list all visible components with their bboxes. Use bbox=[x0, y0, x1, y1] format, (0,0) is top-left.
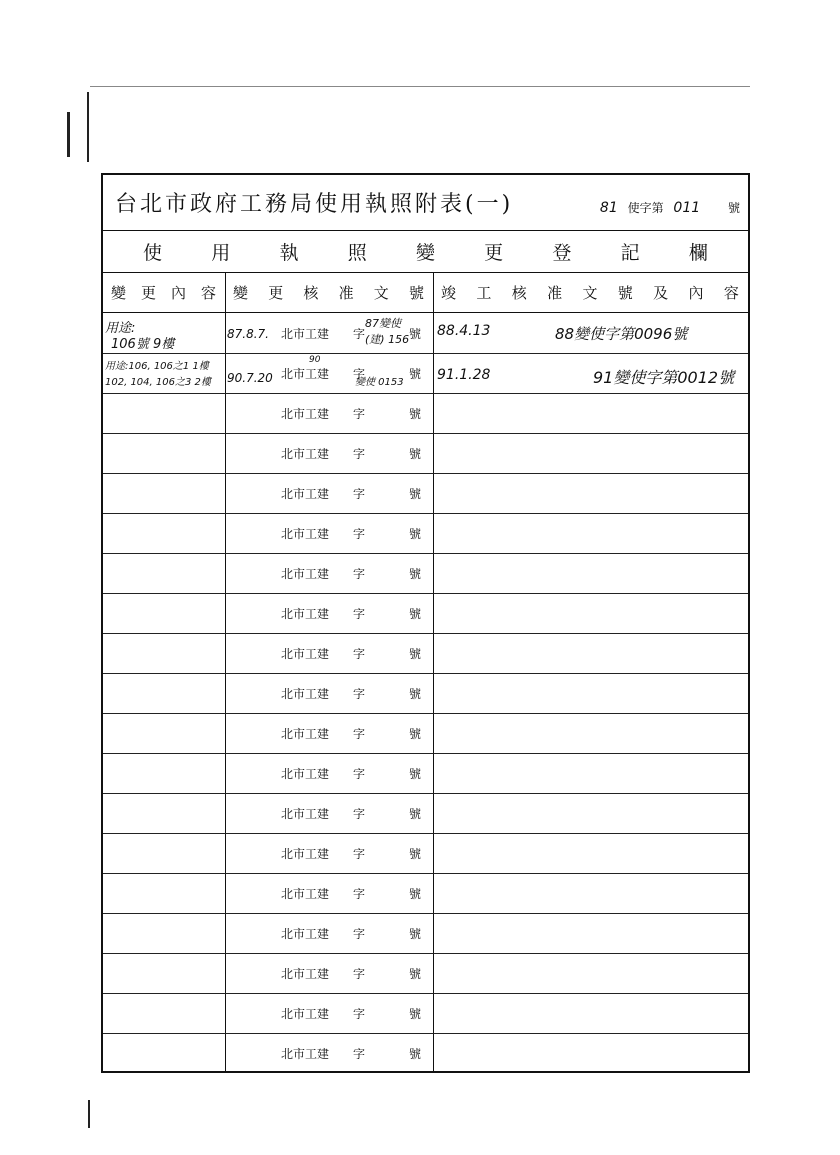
approval-zi: 字 bbox=[353, 1007, 366, 1021]
approval-prefix: 北市工建 bbox=[281, 967, 330, 981]
heading-char: 更 bbox=[484, 242, 504, 264]
approval-zi: 字 bbox=[353, 567, 366, 581]
hw-row2-date: 90.7.20 bbox=[227, 371, 273, 385]
approval-template bbox=[225, 473, 433, 513]
hw-row2-approval-ref-b: 變使 0153 bbox=[355, 377, 404, 388]
approval-prefix: 北市工建 bbox=[281, 927, 330, 941]
hw-row1-content-a: 用途: bbox=[105, 321, 136, 336]
heading-char: 記 bbox=[620, 242, 640, 264]
approval-template bbox=[225, 753, 433, 793]
col-char: 更 bbox=[140, 284, 157, 302]
approval-hao: 號 bbox=[409, 1007, 422, 1021]
approval-template bbox=[225, 833, 433, 873]
approval-template bbox=[225, 393, 433, 433]
approval-zi: 字 bbox=[353, 807, 366, 821]
approval-prefix: 北市工建 bbox=[281, 1007, 330, 1021]
approval-zi: 字 bbox=[353, 367, 366, 381]
approval-hao: 號 bbox=[409, 767, 422, 781]
approval-prefix: 北市工建 bbox=[281, 487, 330, 501]
col-char: 號 bbox=[408, 284, 425, 302]
approval-zi: 字 bbox=[353, 847, 366, 861]
hw-row1-content-b: 106號 9樓 bbox=[111, 337, 175, 352]
hw-row2-content-a: 用途:106, 106之1 1樓 bbox=[105, 361, 209, 372]
permit-attachment-sheet bbox=[101, 173, 750, 1073]
approval-prefix: 北市工建 bbox=[281, 527, 330, 541]
approval-hao: 號 bbox=[409, 807, 422, 821]
approval-prefix: 北市工建 bbox=[281, 647, 330, 661]
scan-bottom-tick bbox=[88, 1100, 90, 1128]
heading-char: 變 bbox=[415, 242, 435, 264]
col-header-approval-doc bbox=[225, 273, 433, 313]
approval-zi: 字 bbox=[353, 1047, 366, 1061]
approval-hao: 號 bbox=[409, 567, 422, 581]
heading-char: 欄 bbox=[688, 242, 708, 264]
approval-hao: 號 bbox=[409, 487, 422, 501]
approval-template bbox=[225, 953, 433, 993]
approval-template bbox=[225, 1033, 433, 1073]
permit-year: 81 bbox=[599, 200, 618, 216]
col-char: 容 bbox=[723, 284, 740, 302]
approval-template bbox=[225, 913, 433, 953]
hw-row1-completion-ref: 88變使字第0096號 bbox=[555, 325, 688, 343]
approval-hao: 號 bbox=[409, 607, 422, 621]
approval-zi: 字 bbox=[353, 607, 366, 621]
approval-template bbox=[225, 993, 433, 1033]
approval-hao: 號 bbox=[409, 887, 422, 901]
hw-row1-approval-ref-a: 87變使 bbox=[365, 317, 401, 330]
approval-template bbox=[225, 513, 433, 553]
col-char: 變 bbox=[111, 284, 128, 302]
approval-zi: 字 bbox=[353, 407, 366, 421]
approval-hao: 號 bbox=[409, 367, 422, 381]
permit-serial: 011 bbox=[673, 200, 701, 216]
approval-template bbox=[225, 633, 433, 673]
heading-char: 照 bbox=[347, 242, 367, 264]
heading-char: 使 bbox=[143, 242, 163, 264]
approval-zi: 字 bbox=[353, 927, 366, 941]
approval-zi: 字 bbox=[353, 767, 366, 781]
col-char: 竣 bbox=[441, 284, 458, 302]
col-char: 容 bbox=[200, 284, 217, 302]
col-char: 文 bbox=[582, 284, 599, 302]
col-char: 更 bbox=[268, 284, 285, 302]
approval-zi: 字 bbox=[353, 647, 366, 661]
approval-template bbox=[225, 593, 433, 633]
approval-prefix: 北市工建 bbox=[281, 327, 330, 341]
hw-row2-completion-date: 91.1.28 bbox=[437, 367, 491, 383]
approval-hao: 號 bbox=[409, 647, 422, 661]
form-title: 台北市政府工務局使用執照附表(一) bbox=[115, 192, 514, 217]
approval-hao: 號 bbox=[409, 727, 422, 741]
approval-prefix: 北市工建 bbox=[281, 887, 330, 901]
approval-prefix: 北市工建 bbox=[281, 447, 330, 461]
approval-prefix: 北市工建 bbox=[281, 567, 330, 581]
permit-type-label: 使字第 bbox=[627, 201, 664, 215]
col-char: 核 bbox=[511, 284, 528, 302]
col-char: 及 bbox=[653, 284, 670, 302]
approval-hao: 號 bbox=[409, 527, 422, 541]
approval-zi: 字 bbox=[353, 527, 366, 541]
col-char: 號 bbox=[617, 284, 634, 302]
approval-template bbox=[225, 673, 433, 713]
title-row bbox=[103, 175, 748, 231]
approval-template bbox=[225, 553, 433, 593]
approval-template bbox=[225, 433, 433, 473]
col-char: 變 bbox=[233, 284, 250, 302]
approval-prefix: 北市工建 bbox=[281, 807, 330, 821]
hw-row2-content-b: 102, 104, 106之3 2樓 bbox=[105, 377, 211, 388]
col-char: 核 bbox=[303, 284, 320, 302]
approval-hao: 號 bbox=[409, 847, 422, 861]
approval-template bbox=[225, 713, 433, 753]
approval-zi: 字 bbox=[353, 967, 366, 981]
hw-row1-approval-ref-b: (建) 156 bbox=[365, 333, 410, 346]
col-char: 內 bbox=[688, 284, 705, 302]
approval-prefix: 北市工建 bbox=[281, 727, 330, 741]
col-char: 工 bbox=[476, 284, 493, 302]
approval-prefix: 北市工建 bbox=[281, 367, 330, 381]
col-char: 文 bbox=[373, 284, 390, 302]
col-char: 准 bbox=[338, 284, 355, 302]
approval-prefix: 北市工建 bbox=[281, 607, 330, 621]
heading-char: 執 bbox=[279, 242, 299, 264]
approval-prefix: 北市工建 bbox=[281, 1047, 330, 1061]
col-char: 准 bbox=[547, 284, 564, 302]
approval-hao: 號 bbox=[409, 687, 422, 701]
approval-prefix: 北市工建 bbox=[281, 767, 330, 781]
approval-prefix: 北市工建 bbox=[281, 847, 330, 861]
hw-row2-approval-ref-a: 90 bbox=[309, 355, 321, 365]
approval-hao: 號 bbox=[409, 927, 422, 941]
col-header-completion-doc bbox=[433, 273, 748, 313]
permit-suffix: 號 bbox=[727, 201, 740, 215]
approval-zi: 字 bbox=[353, 447, 366, 461]
heading-char: 用 bbox=[211, 242, 231, 264]
hw-row2-completion-ref: 91變使字第0012號 bbox=[593, 368, 735, 387]
approval-zi: 字 bbox=[353, 327, 366, 341]
approval-hao: 號 bbox=[409, 967, 422, 981]
hw-row1-completion-date: 88.4.13 bbox=[437, 323, 491, 339]
approval-template bbox=[225, 793, 433, 833]
approval-zi: 字 bbox=[353, 687, 366, 701]
permit-number bbox=[594, 199, 740, 216]
approval-zi: 字 bbox=[353, 727, 366, 741]
approval-template bbox=[225, 873, 433, 913]
col-char: 內 bbox=[170, 284, 187, 302]
section-heading bbox=[103, 231, 748, 273]
heading-char: 登 bbox=[552, 242, 572, 264]
approval-hao: 號 bbox=[409, 407, 422, 421]
approval-zi: 字 bbox=[353, 887, 366, 901]
approval-hao: 號 bbox=[409, 1047, 422, 1061]
col-header-change-content bbox=[103, 273, 225, 313]
approval-zi: 字 bbox=[353, 487, 366, 501]
approval-prefix: 北市工建 bbox=[281, 687, 330, 701]
approval-prefix: 北市工建 bbox=[281, 407, 330, 421]
hw-row1-date: 87.8.7. bbox=[227, 327, 269, 341]
scan-top-edge bbox=[90, 86, 750, 87]
approval-hao: 號 bbox=[409, 447, 422, 461]
binder-tick bbox=[67, 112, 70, 157]
binder-line bbox=[87, 92, 89, 162]
approval-hao: 號 bbox=[409, 327, 422, 341]
